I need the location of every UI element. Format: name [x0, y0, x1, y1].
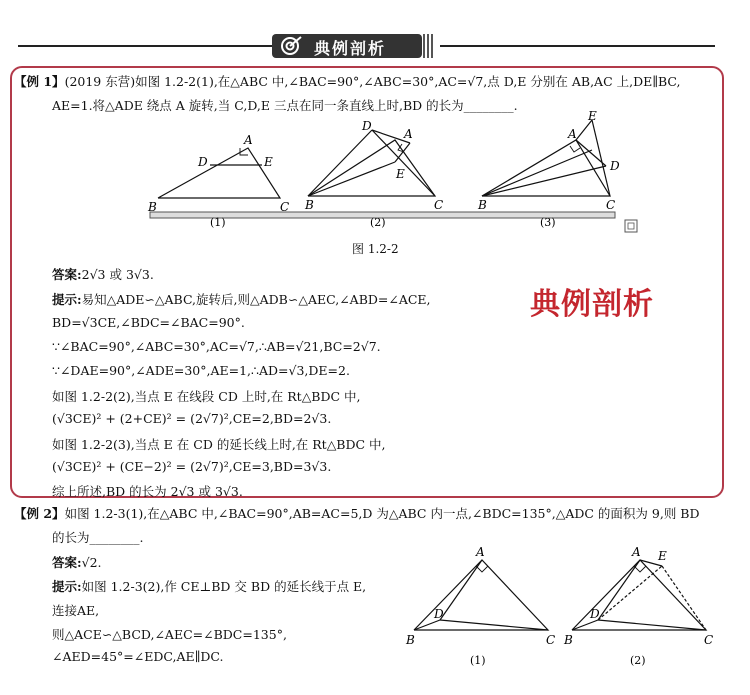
header-rule-left — [18, 45, 273, 47]
fig23-2-label-B: B — [564, 633, 573, 647]
fig23-2-label-E: E — [658, 549, 667, 563]
solution-line-1: BD=√3CE,∠BDC=∠BAC=90°. — [52, 315, 245, 330]
example-1-answer — [52, 265, 154, 283]
example-2-tag: 【例 2】 — [14, 506, 65, 521]
banner-stripes — [422, 34, 434, 58]
fig23-1-label-C: C — [546, 633, 556, 647]
fig3-label-D: D — [610, 159, 620, 173]
solution-line-6: 如图 1.2-2(3),当点 E 在 CD 的延长线上时,在 Rt△BDC 中, — [52, 437, 386, 452]
figure-1-2-2-1 — [158, 148, 280, 198]
figure-1-2-2-3 — [482, 120, 610, 196]
example-2-solution-2: 则△ACE∽△BCD,∠AEC=∠BDC=135°, — [52, 627, 287, 642]
example-2-figures — [400, 540, 730, 670]
example-2-hint — [52, 577, 366, 595]
fig23-2-label-C: C — [704, 633, 714, 647]
fig23-sub-label-2: (2) — [630, 654, 646, 667]
fig23-1-label-A: A — [476, 545, 485, 559]
solution-line-2: ∵∠BAC=90°,∠ABC=30°,AC=√7,∴AB=√21,BC=2√7. — [52, 339, 381, 354]
fig1-label-B: B — [148, 200, 157, 214]
fig2-label-E: E — [396, 167, 405, 181]
fig3-label-B: B — [478, 198, 487, 212]
example-1-figures — [140, 110, 650, 240]
fig2-label-B: B — [305, 198, 314, 212]
example-1-hint — [52, 290, 431, 308]
fig1-label-C: C — [280, 200, 290, 214]
example-2-solution-3: ∠AED=45°=∠EDC,AE∥DC. — [52, 649, 224, 664]
fig3-label-A: A — [568, 127, 577, 141]
fig2-label-C: C — [434, 198, 444, 212]
answer-value: 2√3 或 3√3. — [81, 267, 154, 282]
answer-value-2: √2. — [81, 555, 102, 570]
example-1-line-1: 【例 1】(2019 东营)如图 1.2-2(1),在△ABC 中,∠BAC=90°,∠ABC=30°,AC=√7,点 D,E 分别在 AB,AC 上,DE∥BC, — [14, 74, 681, 89]
answer-label: 答案: — [52, 267, 82, 282]
watermark-text: 典例剖析 — [530, 287, 654, 322]
fig3-label-C: C — [606, 198, 616, 212]
example-2-line-2: 的长为________. — [52, 530, 144, 545]
solution-line-8: 综上所述,BD 的长为 2√3 或 3√3. — [52, 484, 243, 499]
solution-line-5: (√3CE)² + (2+CE)² = (2√7)²,CE=2,BD=2√3. — [52, 411, 332, 426]
fig3-label-E: E — [588, 110, 597, 123]
figure-1-2-2-2 — [308, 130, 435, 196]
example-2-line-1: 【例 2】如图 1.2-3(1),在△ABC 中,∠BAC=90°,AB=AC=5,D 为△ABC 内一点,∠BDC=135°,△ADC 的面积为 9,则 BD — [14, 506, 700, 521]
fig23-2-label-D: D — [590, 607, 600, 621]
target-icon — [280, 36, 304, 56]
figure-corner-icon — [625, 220, 637, 232]
hint-text-2: 如图 1.2-3(2),作 CE⊥BD 交 BD 的延长线于点 E, — [81, 579, 367, 594]
fig1-label-E: E — [264, 155, 273, 169]
header-rule-right — [440, 45, 715, 47]
fig2-label-D: D — [362, 119, 372, 133]
fig23-1-label-D: D — [434, 607, 444, 621]
fig1-sub-label: (1) — [210, 216, 226, 229]
example-2-solution-1: 连接AE, — [52, 603, 100, 618]
hint-label: 提示: — [52, 292, 82, 307]
fig23-1-label-B: B — [406, 633, 415, 647]
fig1-label-D: D — [198, 155, 208, 169]
answer-label-2: 答案: — [52, 555, 82, 570]
fig3-sub-label: (3) — [540, 216, 556, 229]
fig2-sub-label: (2) — [370, 216, 386, 229]
solution-line-7: (√3CE)² + (CE−2)² = (2√7)²,CE=3,BD=3√3. — [52, 459, 332, 474]
banner-title: 典例剖析 — [314, 39, 387, 58]
hint-text: 易知△ADE∽△ABC,旋转后,则△ADB∽△AEC,∠ABD=∠ACE, — [81, 292, 431, 307]
example-1-tag: 【例 1】 — [14, 74, 65, 89]
figure-caption-1-2-2: 图 1.2-2 — [352, 242, 399, 256]
fig23-2-label-A: A — [632, 545, 641, 559]
example-2-answer — [52, 553, 102, 571]
fig1-label-A: A — [244, 133, 253, 147]
solution-line-4: 如图 1.2-2(2),当点 E 在线段 CD 上时,在 Rt△BDC 中, — [52, 389, 361, 404]
hint-label-2: 提示: — [52, 579, 82, 594]
example-1-line-2: AE=1.将△ADE 绕点 A 旋转,当 C,D,E 三点在同一条直线上时,BD 的长为________. — [52, 98, 518, 113]
solution-line-3: ∵∠DAE=90°,∠ADE=30°,AE=1,∴AD=√3,DE=2. — [52, 363, 350, 378]
section-banner — [272, 30, 432, 60]
fig23-sub-label-1: (1) — [470, 654, 486, 667]
fig2-label-A: A — [404, 127, 413, 141]
